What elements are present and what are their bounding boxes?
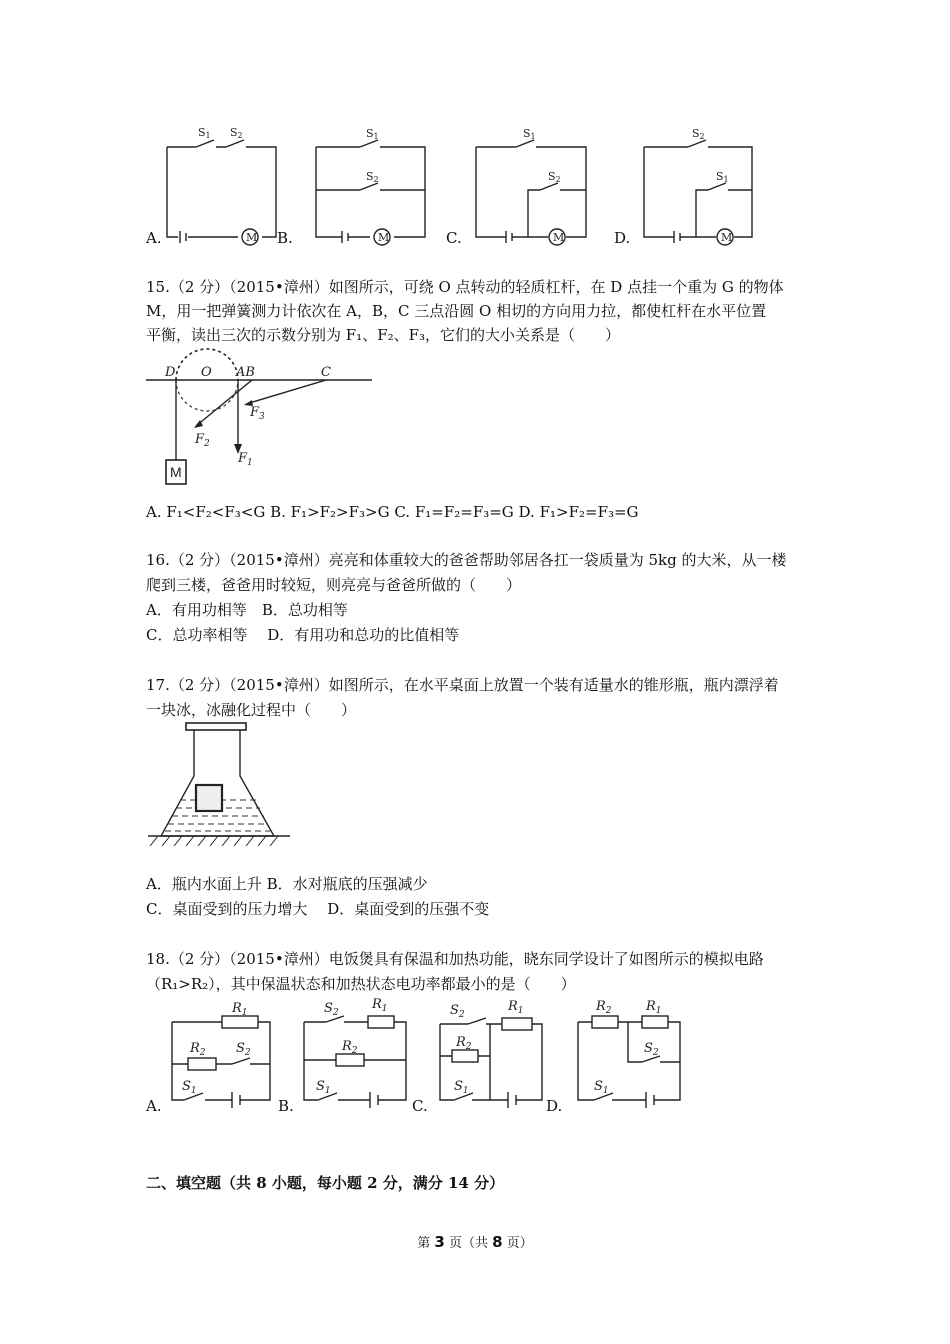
svg-text:S1: S1: [198, 126, 211, 140]
q18-text-line2: （R₁>R₂），其中保温状态和加热状态电功率都最小的是（ ）: [146, 975, 576, 993]
svg-text:C: C: [321, 365, 331, 380]
q18-option-b-label: B.: [278, 1097, 294, 1115]
svg-text:S2: S2: [692, 127, 705, 141]
section-heading-fill-in: 二、填空题（共 8 小题，每小题 2 分，满分 14 分）: [146, 1174, 505, 1192]
svg-text:M: M: [721, 231, 733, 244]
q14-option-a-label: A.: [146, 229, 162, 247]
svg-text:S2: $S_2$: [324, 1001, 339, 1018]
svg-text:S1: S1: [716, 170, 729, 184]
svg-text:D: D: [165, 365, 176, 380]
svg-text:S2: S2: [548, 170, 561, 184]
q14-option-c-label: C.: [446, 229, 462, 247]
footer-total-pages: 8: [492, 1233, 503, 1251]
q15-text-line1: 15.（2 分）（2015•漳州）如图所示，可绕 O 点转动的轻质杠杆，在 D 点挂一个重为 G 的物体: [146, 278, 784, 296]
svg-text:R2: $R_2$: [596, 999, 612, 1016]
svg-text:S1: $S_1$: [316, 1079, 331, 1096]
svg-text:S2: $S_2$: [236, 1041, 251, 1058]
svg-text:M: M: [170, 464, 182, 480]
q18-option-c-label: C.: [412, 1097, 428, 1115]
q18-text-line1: 18.（2 分）（2015•漳州）电饭煲具有保温和加热功能，晓东同学设计了如图所示的模拟电路: [146, 950, 764, 968]
svg-text:S2: $S_2$: [450, 1003, 465, 1020]
svg-text:S1: $S_1$: [182, 1079, 197, 1096]
svg-text:R1: $R_1$: [646, 999, 662, 1016]
motor-label: M: [246, 231, 258, 244]
q14-option-b-label: B.: [277, 229, 293, 247]
footer-post: 页）: [502, 1236, 533, 1251]
svg-text:AB: AB: [236, 365, 255, 380]
q14-option-d-label: D.: [614, 229, 631, 247]
q18-option-a-label: A.: [146, 1097, 162, 1115]
q16-text-line1: 16.（2 分）（2015•漳州）亮亮和体重较大的爸爸帮助邻居各扛一袋质量为 5kg 的大米，从一楼: [146, 551, 787, 569]
svg-text:M: M: [553, 231, 565, 244]
svg-text:M: M: [378, 231, 390, 244]
svg-text:R2: $R_2$: [456, 1035, 472, 1052]
q18-circuit-a: [172, 1001, 270, 1108]
svg-text:R2: $R_2$: [190, 1041, 206, 1058]
footer-mid: 页（共: [444, 1236, 493, 1251]
svg-text:R1: $R_1$: [372, 997, 388, 1014]
q15-text-line3: 平衡，读出三次的示数分别为 F₁、F₂、F₃，它们的大小关系是（ ）: [146, 326, 621, 344]
q17-options-row2: C．桌面受到的压力增大 D．桌面受到的压强不变: [146, 900, 490, 918]
svg-text:S2: S2: [366, 170, 379, 184]
svg-text:R2: $R_2$: [342, 1039, 358, 1056]
svg-text:S1: $S_1$: [454, 1079, 469, 1096]
q16-options-row1: A．有用功相等 B．总功相等: [146, 601, 348, 619]
footer-pre: 第: [417, 1236, 435, 1251]
svg-text:O: O: [201, 365, 212, 380]
svg-text:F2: $F_2$: [195, 432, 210, 449]
q17-text-line2: 一块冰，冰融化过程中（ ）: [146, 701, 357, 719]
q15-options: A. F₁<F₂<F₃<G B. F₁>F₂>F₃>G C. F₁=F₂=F₃=G D. F₁>F₂=F₃=G: [146, 503, 639, 521]
page-footer: [0, 1232, 950, 1251]
svg-text:S1: S1: [366, 127, 379, 141]
q18-circuit-c: [440, 999, 542, 1108]
svg-text:S1: $S_1$: [594, 1079, 609, 1096]
svg-text:S2: S2: [230, 126, 243, 140]
svg-text:S2: $S_2$: [644, 1041, 659, 1058]
q18-option-d-label: D.: [546, 1097, 563, 1115]
q15-text-line2: M，用一把弹簧测力计依次在 A，B，C 三点沿圆 O 相切的方向用力拉，都使杠杆在水平位置: [146, 302, 767, 320]
svg-text:F3: $F_3$: [250, 405, 265, 422]
q16-options-row2: C．总功率相等 D．有用功和总功的比值相等: [146, 626, 460, 644]
svg-text:R1: $R_1$: [508, 999, 524, 1016]
q18-circuit-b: [304, 997, 406, 1108]
footer-page-number: 3: [434, 1233, 445, 1251]
q17-options-row1: A．瓶内水面上升 B．水对瓶底的压强减少: [146, 875, 428, 893]
svg-text:S1: S1: [523, 127, 536, 141]
q18-circuit-d: [578, 999, 680, 1108]
svg-text:R1: $R_1$: [232, 1001, 248, 1018]
svg-text:F1: $F_1$: [238, 451, 253, 468]
q17-text-line1: 17.（2 分）（2015•漳州）如图所示，在水平桌面上放置一个装有适量水的锥形瓶，瓶内漂浮着: [146, 676, 779, 694]
q16-text-line2: 爬到三楼，爸爸用时较短，则亮亮与爸爸所做的（ ）: [146, 576, 522, 594]
